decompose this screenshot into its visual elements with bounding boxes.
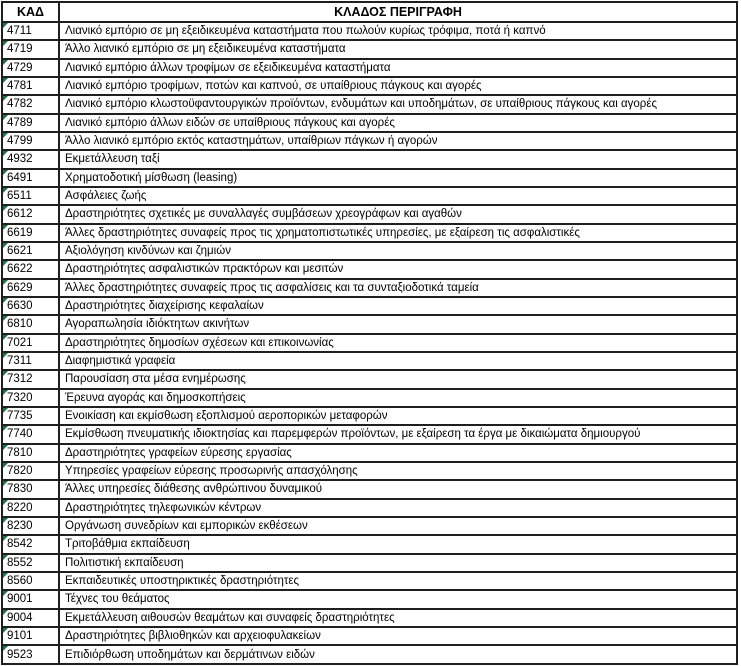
code-cell[interactable] <box>2 315 59 333</box>
description-text: Άλλες δραστηριότητες συναφείς προς τις ασφαλίσεις και τα συνταξιοδοτικά ταμεία <box>65 281 479 294</box>
code-text: 7740 <box>7 428 33 441</box>
description-cell[interactable] <box>59 554 737 572</box>
number-stored-as-text-indicator-icon <box>3 23 8 28</box>
code-column-header[interactable]: ΚΑΔ <box>2 2 59 22</box>
table-row <box>2 499 737 517</box>
description-text: Τέχνες του θεάματος <box>65 593 170 606</box>
description-text: Ασφάλειες ζωής <box>65 190 147 203</box>
description-cell[interactable] <box>59 315 737 333</box>
description-text: Επιδιόρθωση υποδημάτων και δερμάτινων ειδών <box>65 648 315 661</box>
description-cell[interactable] <box>59 242 737 260</box>
description-text: Χρηματοδοτική μίσθωση (leasing) <box>65 171 238 184</box>
number-stored-as-text-indicator-icon <box>3 243 8 248</box>
table-row <box>2 462 737 480</box>
table-row <box>2 150 737 168</box>
number-stored-as-text-indicator-icon <box>3 371 8 376</box>
description-text: Άλλο λιανικό εμπόριο εκτός καταστημάτων, υπαίθριων πάγκων ή αγορών <box>65 135 438 148</box>
number-stored-as-text-indicator-icon <box>3 628 8 633</box>
code-cell[interactable] <box>2 609 59 627</box>
code-cell[interactable] <box>2 114 59 132</box>
code-text: 8220 <box>7 501 33 514</box>
table-row <box>2 444 737 462</box>
number-stored-as-text-indicator-icon <box>3 151 8 156</box>
description-text: Λιανικό εμπόριο κλωστοϋφαντουργικών προϊόντων, ενδυμάτων και υποδημάτων, σε υπαίθριους πάγκους και αγορές <box>65 98 657 111</box>
table-header <box>2 2 737 22</box>
description-text: Εκμίσθωση πνευματικής ιδιοκτησίας και παρεμφερών προϊόντων, με εξαίρεση τα έργα με δικαιώματα δημιουργού <box>65 428 641 441</box>
code-text: 8230 <box>7 520 33 533</box>
table-row <box>2 480 737 498</box>
description-cell[interactable] <box>59 590 737 608</box>
table-row <box>2 169 737 187</box>
table-row <box>2 132 737 150</box>
number-stored-as-text-indicator-icon <box>3 518 8 523</box>
code-cell[interactable] <box>2 169 59 187</box>
code-cell[interactable] <box>2 260 59 278</box>
description-cell[interactable] <box>59 645 737 664</box>
table-row <box>2 352 737 370</box>
number-stored-as-text-indicator-icon <box>3 96 8 101</box>
code-cell[interactable] <box>2 627 59 645</box>
code-text: 9523 <box>7 648 33 661</box>
number-stored-as-text-indicator-icon <box>3 188 8 193</box>
description-cell[interactable] <box>59 334 737 352</box>
code-text: 4729 <box>7 61 33 74</box>
description-cell[interactable] <box>59 627 737 645</box>
code-cell[interactable] <box>2 59 59 77</box>
code-text: 8552 <box>7 556 33 569</box>
table-row <box>2 627 737 645</box>
number-stored-as-text-indicator-icon <box>3 646 8 651</box>
code-text: 7311 <box>7 355 32 368</box>
description-text: Δραστηριότητες ασφαλιστικών πρακτόρων και μεσιτών <box>65 263 344 276</box>
number-stored-as-text-indicator-icon <box>3 536 8 541</box>
description-cell[interactable] <box>59 499 737 517</box>
code-text: 7312 <box>7 373 33 386</box>
table-row <box>2 554 737 572</box>
code-text: 4789 <box>7 116 33 129</box>
code-cell[interactable] <box>2 150 59 168</box>
description-cell[interactable] <box>59 297 737 315</box>
description-cell[interactable] <box>59 535 737 553</box>
description-text: Δραστηριότητες τηλεφωνικών κέντρων <box>65 501 262 514</box>
table-row <box>2 315 737 333</box>
description-cell[interactable] <box>59 407 737 425</box>
code-text: 9101 <box>7 629 33 642</box>
number-stored-as-text-indicator-icon <box>3 225 8 230</box>
table-row <box>2 334 737 352</box>
code-cell[interactable] <box>2 242 59 260</box>
table-row <box>2 645 737 664</box>
description-text: Οργάνωση συνεδρίων και εμπορικών εκθέσεων <box>65 520 308 533</box>
code-text: 6810 <box>7 318 33 331</box>
description-text: Λιανικό εμπόριο σε μη εξειδικευμένα καταστήματα που πωλούν κυρίως τρόφιμα, ποτά ή καπνό <box>65 25 546 38</box>
description-text: Εκμετάλλευση αιθουσών θεαμάτων και συναφείς δραστηριότητες <box>65 611 395 624</box>
number-stored-as-text-indicator-icon <box>3 500 8 505</box>
number-stored-as-text-indicator-icon <box>3 408 8 413</box>
number-stored-as-text-indicator-icon <box>3 591 8 596</box>
code-text: 9004 <box>7 611 33 624</box>
description-cell[interactable] <box>59 169 737 187</box>
code-text: 6619 <box>7 226 33 239</box>
code-text: 4799 <box>7 135 33 148</box>
code-text: 6622 <box>7 263 33 276</box>
description-text: Υπηρεσίες γραφείων εύρεσης προσωρινής απασχόλησης <box>65 465 358 478</box>
number-stored-as-text-indicator-icon <box>3 426 8 431</box>
number-stored-as-text-indicator-icon <box>3 60 8 65</box>
code-cell[interactable] <box>2 205 59 223</box>
description-text: Ενοικίαση και εκμίσθωση εξοπλισμού αεροπορικών μεταφορών <box>65 410 388 423</box>
table-body <box>2 22 737 664</box>
description-text: Εκπαιδευτικές υποστηρικτικές δραστηριότητες <box>65 575 300 587</box>
code-cell[interactable] <box>2 334 59 352</box>
table-row <box>2 59 737 77</box>
table-row <box>2 609 737 627</box>
kad-sector-table <box>1 1 738 665</box>
description-text: Δραστηριότητες βιβλιοθηκών και αρχειοφυλακείων <box>65 629 321 642</box>
number-stored-as-text-indicator-icon <box>3 170 8 175</box>
code-cell[interactable] <box>2 407 59 425</box>
code-cell[interactable] <box>2 590 59 608</box>
description-cell[interactable] <box>59 572 737 590</box>
code-cell[interactable] <box>2 132 59 150</box>
description-text: Λιανικό εμπόριο άλλων ειδών σε υπαίθριους πάγκους και αγορές <box>65 116 395 129</box>
table-row <box>2 425 737 443</box>
table-row <box>2 22 737 40</box>
code-text: 7820 <box>7 465 33 478</box>
description-cell[interactable] <box>59 224 737 242</box>
header-row <box>2 2 737 22</box>
code-cell[interactable] <box>2 22 59 40</box>
table-row <box>2 279 737 297</box>
number-stored-as-text-indicator-icon <box>3 390 8 395</box>
number-stored-as-text-indicator-icon <box>3 316 8 321</box>
table-row <box>2 77 737 95</box>
table-row <box>2 389 737 407</box>
description-cell[interactable] <box>59 462 737 480</box>
description-cell[interactable] <box>59 279 737 297</box>
description-cell[interactable] <box>59 444 737 462</box>
number-stored-as-text-indicator-icon <box>3 206 8 211</box>
description-text: Διαφημιστικά γραφεία <box>65 355 176 368</box>
table-row <box>2 572 737 590</box>
description-cell[interactable] <box>59 205 737 223</box>
code-cell[interactable] <box>2 480 59 498</box>
number-stored-as-text-indicator-icon <box>3 280 8 285</box>
table-row <box>2 260 737 278</box>
code-text: 7830 <box>7 483 33 496</box>
table-row <box>2 517 737 535</box>
description-cell[interactable] <box>59 609 737 627</box>
code-text: 6491 <box>7 171 33 184</box>
table-row <box>2 535 737 553</box>
description-cell[interactable] <box>59 389 737 407</box>
code-cell[interactable] <box>2 370 59 388</box>
code-text: 4932 <box>7 153 33 166</box>
code-text: 4719 <box>7 43 33 56</box>
table-row <box>2 205 737 223</box>
table-row <box>2 114 737 132</box>
table-row <box>2 407 737 425</box>
description-cell[interactable] <box>59 517 737 535</box>
table-row <box>2 370 737 388</box>
description-text: Πολιτιστική εκπαίδευση <box>65 556 184 569</box>
code-cell[interactable] <box>2 425 59 443</box>
description-cell[interactable] <box>59 132 737 150</box>
code-cell[interactable] <box>2 444 59 462</box>
description-cell[interactable] <box>59 77 737 95</box>
number-stored-as-text-indicator-icon <box>3 463 8 468</box>
number-stored-as-text-indicator-icon <box>3 335 8 340</box>
description-text: Αξιολόγηση κινδύνων και ζημιών <box>65 245 231 258</box>
code-text: 4781 <box>7 80 33 93</box>
code-text: 7810 <box>7 446 33 459</box>
description-column-header[interactable]: ΚΛΑΔΟΣ ΠΕΡΙΓΡΑΦΗ <box>59 2 737 22</box>
description-cell[interactable] <box>59 95 737 113</box>
description-cell[interactable] <box>59 370 737 388</box>
code-text: 7021 <box>7 336 33 349</box>
number-stored-as-text-indicator-icon <box>3 261 8 266</box>
code-cell[interactable] <box>2 40 59 58</box>
description-text: Άλλο λιανικό εμπόριο σε μη εξειδικευμένα καταστήματα <box>65 43 346 56</box>
number-stored-as-text-indicator-icon <box>3 445 8 450</box>
code-cell[interactable] <box>2 279 59 297</box>
table-row <box>2 297 737 315</box>
description-cell[interactable] <box>59 187 737 205</box>
number-stored-as-text-indicator-icon <box>3 41 8 46</box>
description-cell[interactable] <box>59 150 737 168</box>
code-cell[interactable] <box>2 389 59 407</box>
description-text: Δραστηριότητες σχετικές με συναλλαγές συμβάσεων χρεογράφων και αγαθών <box>65 208 462 221</box>
number-stored-as-text-indicator-icon <box>3 481 8 486</box>
code-text: 4711 <box>7 25 32 38</box>
table-row <box>2 224 737 242</box>
code-text: 6511 <box>7 190 32 203</box>
code-cell[interactable] <box>2 77 59 95</box>
description-cell[interactable] <box>59 352 737 370</box>
table-row <box>2 590 737 608</box>
number-stored-as-text-indicator-icon <box>3 555 8 560</box>
number-stored-as-text-indicator-icon <box>3 610 8 615</box>
number-stored-as-text-indicator-icon <box>3 298 8 303</box>
code-cell[interactable] <box>2 645 59 664</box>
code-cell[interactable] <box>2 535 59 553</box>
description-cell[interactable] <box>59 22 737 40</box>
table-row <box>2 40 737 58</box>
code-text: 6621 <box>7 245 33 258</box>
description-text: Λιανικό εμπόριο άλλων τροφίμων σε εξειδικευμένα καταστήματα <box>65 61 391 74</box>
table-row <box>2 242 737 260</box>
description-text: Εκμετάλλευση ταξί <box>65 153 160 166</box>
number-stored-as-text-indicator-icon <box>3 115 8 120</box>
code-text: 8542 <box>7 538 33 551</box>
code-text: 6630 <box>7 300 33 313</box>
description-text: Δραστηριότητες δημοσίων σχέσεων και επικοινωνίας <box>65 336 334 349</box>
description-cell[interactable] <box>59 425 737 443</box>
code-text: 6612 <box>7 208 33 221</box>
code-cell[interactable] <box>2 95 59 113</box>
code-cell[interactable] <box>2 187 59 205</box>
code-cell[interactable] <box>2 499 59 517</box>
description-text: Αγοραπωλησία ιδιόκτητων ακινήτων <box>65 318 250 331</box>
table-row <box>2 95 737 113</box>
description-text: Παρουσίαση στα μέσα ενημέρωσης <box>65 373 246 386</box>
code-cell[interactable] <box>2 224 59 242</box>
description-text: Άλλες υπηρεσίες διάθεσης ανθρώπινου δυναμικού <box>65 483 323 496</box>
description-cell[interactable] <box>59 114 737 132</box>
description-cell[interactable] <box>59 260 737 278</box>
number-stored-as-text-indicator-icon <box>3 573 8 578</box>
code-text: 4782 <box>7 98 33 111</box>
code-text: 7735 <box>7 410 33 423</box>
number-stored-as-text-indicator-icon <box>3 78 8 83</box>
code-cell[interactable] <box>2 352 59 370</box>
number-stored-as-text-indicator-icon <box>3 353 8 358</box>
code-text: 9001 <box>7 593 33 606</box>
description-text: Λιανικό εμπόριο τροφίμων, ποτών και καπνού, σε υπαίθριους πάγκους και αγορές <box>65 80 482 93</box>
code-cell[interactable] <box>2 297 59 315</box>
code-text: 8560 <box>7 575 33 587</box>
code-cell[interactable] <box>2 572 59 590</box>
code-text: 7320 <box>7 391 33 404</box>
description-text: Δραστηριότητες γραφείων εύρεσης εργασίας <box>65 446 292 459</box>
code-cell[interactable] <box>2 462 59 480</box>
table-row <box>2 187 737 205</box>
description-cell[interactable] <box>59 480 737 498</box>
number-stored-as-text-indicator-icon <box>3 133 8 138</box>
description-text: Τριτοβάθμια εκπαίδευση <box>65 538 190 551</box>
code-text: 6629 <box>7 281 33 294</box>
code-cell[interactable] <box>2 554 59 572</box>
code-cell[interactable] <box>2 517 59 535</box>
description-text: Δραστηριότητες διαχείρισης κεφαλαίων <box>65 300 264 313</box>
description-text: Άλλες δραστηριότητες συναφείς προς τις χρηματοπιστωτικές υπηρεσίες, με εξαίρεση τις ασφαλιστικές <box>65 226 580 239</box>
description-text: Έρευνα αγοράς και δημοσκοπήσεις <box>65 391 246 404</box>
description-cell[interactable] <box>59 40 737 58</box>
description-cell[interactable] <box>59 59 737 77</box>
